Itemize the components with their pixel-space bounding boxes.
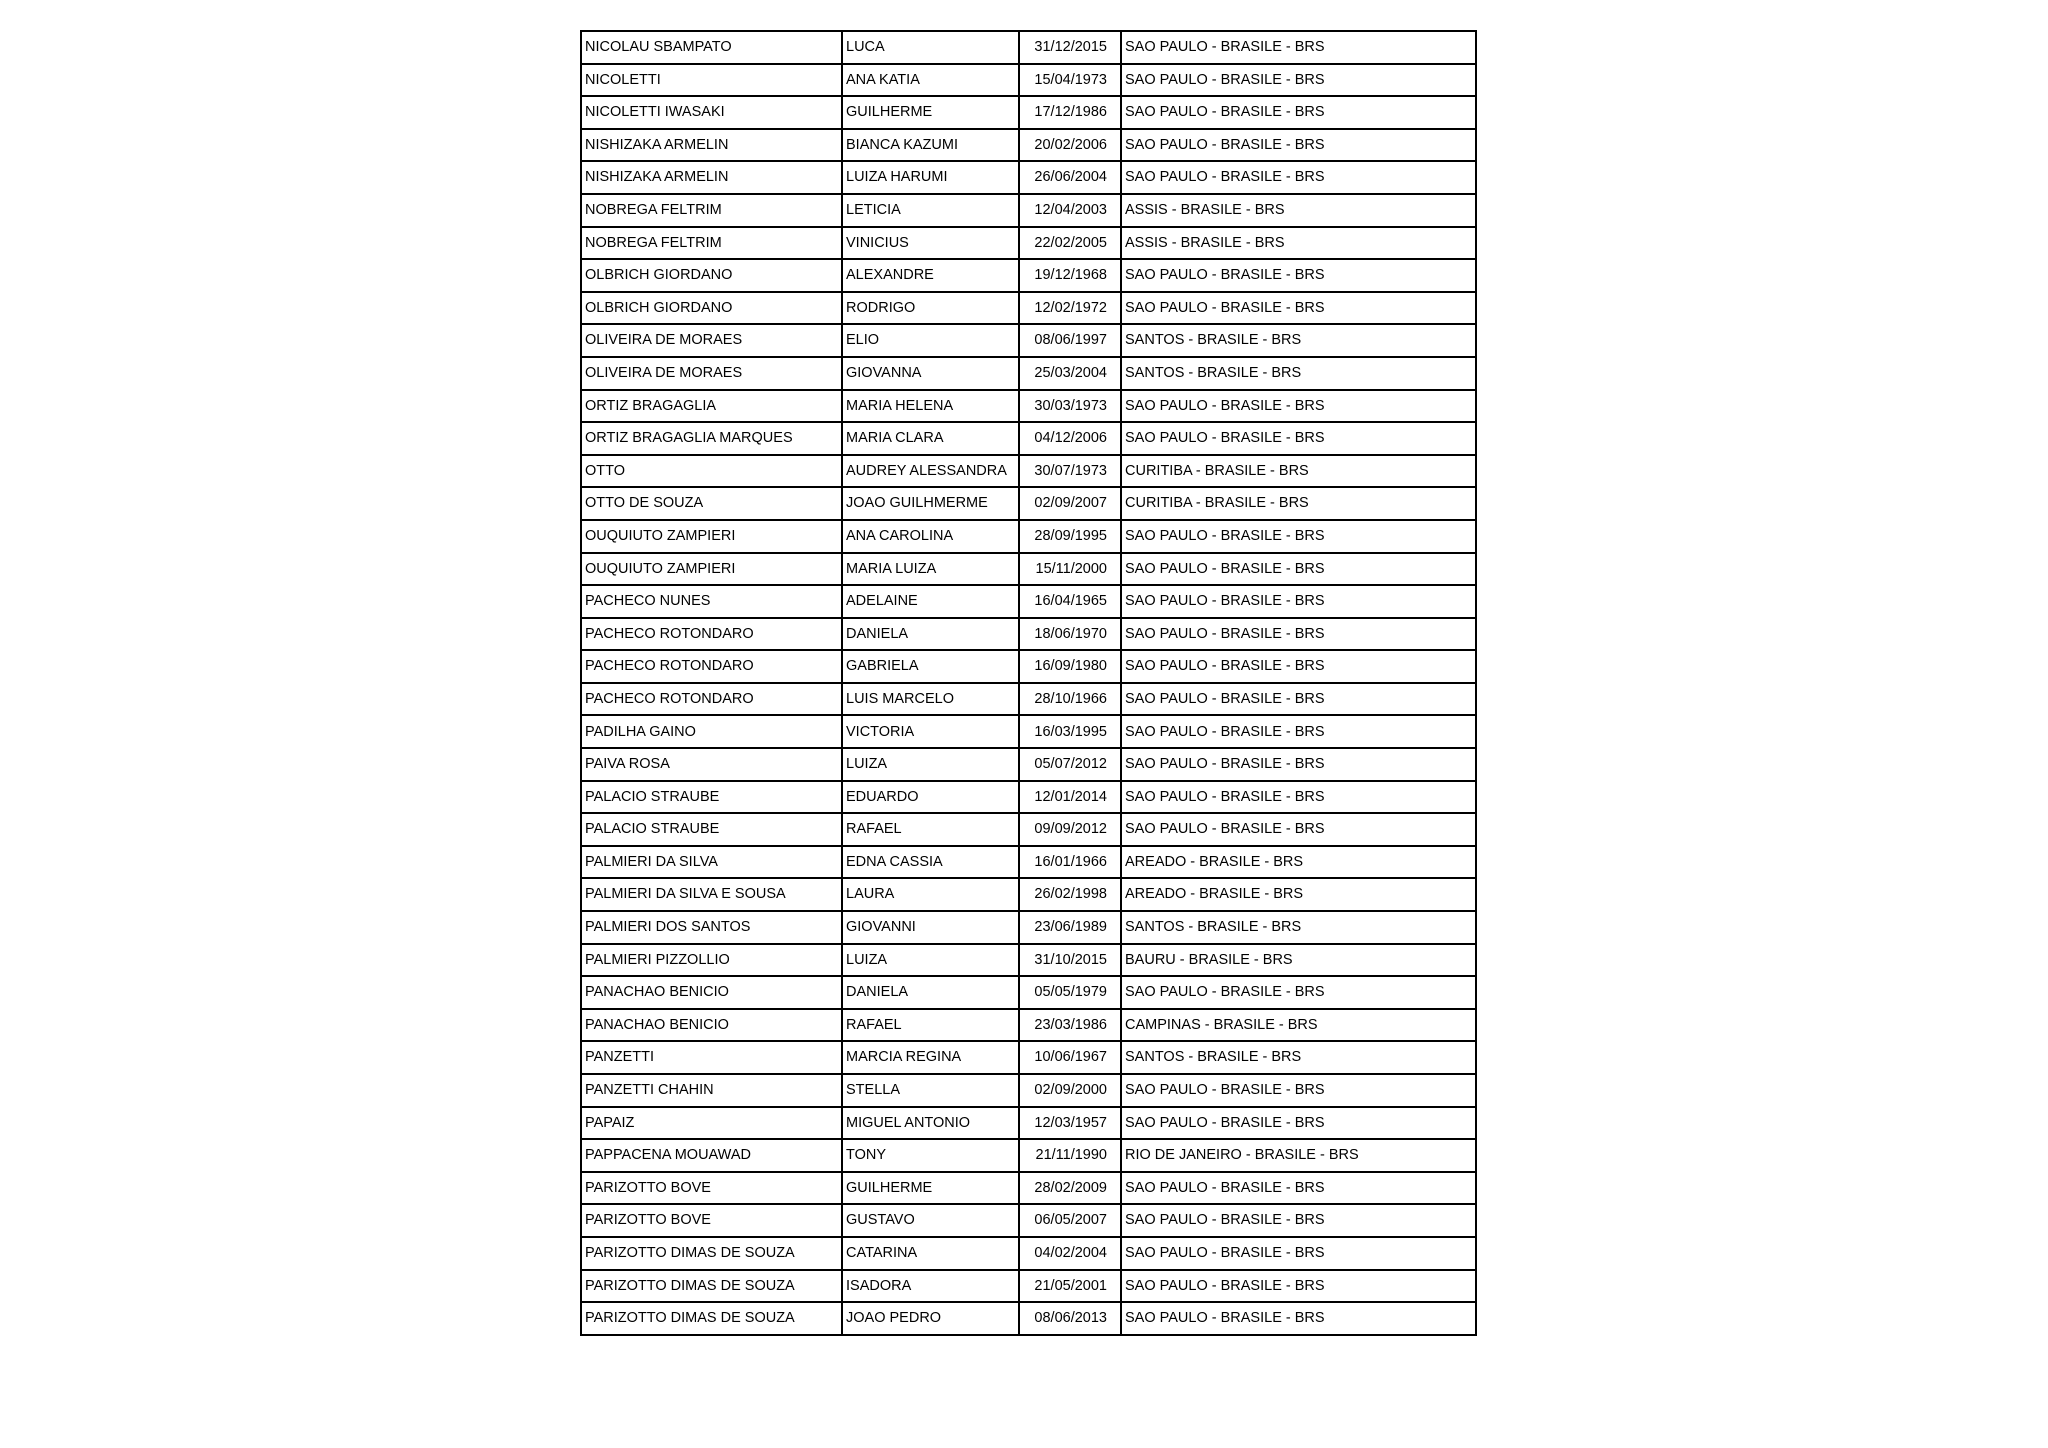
table-row <box>581 96 1476 129</box>
table-row <box>581 390 1476 423</box>
surname-cell: PARIZOTTO DIMAS DE SOUZA <box>581 1302 842 1335</box>
table-row <box>581 487 1476 520</box>
table-row <box>581 31 1476 64</box>
table-row <box>581 846 1476 879</box>
records-table <box>580 30 1477 1336</box>
table-row <box>581 259 1476 292</box>
given-name-cell: GUILHERME <box>842 96 1019 129</box>
given-name-cell: LUIS MARCELO <box>842 683 1019 716</box>
given-name-cell: CATARINA <box>842 1237 1019 1270</box>
surname-cell: PACHECO ROTONDARO <box>581 683 842 716</box>
table-row <box>581 357 1476 390</box>
birth-place-cell: SAO PAULO - BRASILE - BRS <box>1121 1204 1476 1237</box>
table-row <box>581 813 1476 846</box>
surname-cell: PALMIERI DA SILVA E SOUSA <box>581 878 842 911</box>
surname-cell: OLBRICH GIORDANO <box>581 259 842 292</box>
surname-cell: OLBRICH GIORDANO <box>581 292 842 325</box>
birth-place-cell: SAO PAULO - BRASILE - BRS <box>1121 813 1476 846</box>
surname-cell: PANACHAO BENICIO <box>581 976 842 1009</box>
birth-date-cell: 16/09/1980 <box>1019 650 1121 683</box>
birth-date-cell: 22/02/2005 <box>1019 227 1121 260</box>
birth-place-cell: SAO PAULO - BRASILE - BRS <box>1121 96 1476 129</box>
given-name-cell: EDUARDO <box>842 781 1019 814</box>
surname-cell: OUQUIUTO ZAMPIERI <box>581 553 842 586</box>
surname-cell: PARIZOTTO BOVE <box>581 1204 842 1237</box>
surname-cell: NICOLETTI <box>581 64 842 97</box>
records-table-body <box>581 31 1476 1335</box>
birth-date-cell: 18/06/1970 <box>1019 618 1121 651</box>
birth-date-cell: 31/12/2015 <box>1019 31 1121 64</box>
given-name-cell: GUILHERME <box>842 1172 1019 1205</box>
birth-date-cell: 20/02/2006 <box>1019 129 1121 162</box>
birth-place-cell: SAO PAULO - BRASILE - BRS <box>1121 1237 1476 1270</box>
table-row <box>581 1139 1476 1172</box>
given-name-cell: GABRIELA <box>842 650 1019 683</box>
given-name-cell: ANA KATIA <box>842 64 1019 97</box>
surname-cell: OLIVEIRA DE MORAES <box>581 324 842 357</box>
surname-cell: PACHECO ROTONDARO <box>581 650 842 683</box>
birth-place-cell: CURITIBA - BRASILE - BRS <box>1121 455 1476 488</box>
birth-date-cell: 16/04/1965 <box>1019 585 1121 618</box>
given-name-cell: STELLA <box>842 1074 1019 1107</box>
birth-place-cell: RIO DE JANEIRO - BRASILE - BRS <box>1121 1139 1476 1172</box>
birth-place-cell: CAMPINAS - BRASILE - BRS <box>1121 1009 1476 1042</box>
birth-date-cell: 08/06/2013 <box>1019 1302 1121 1335</box>
surname-cell: OLIVEIRA DE MORAES <box>581 357 842 390</box>
birth-date-cell: 31/10/2015 <box>1019 944 1121 977</box>
given-name-cell: LUIZA <box>842 748 1019 781</box>
table-row <box>581 1009 1476 1042</box>
table-row <box>581 520 1476 553</box>
birth-date-cell: 02/09/2007 <box>1019 487 1121 520</box>
birth-date-cell: 30/07/1973 <box>1019 455 1121 488</box>
surname-cell: PADILHA GAINO <box>581 715 842 748</box>
surname-cell: PANZETTI <box>581 1041 842 1074</box>
surname-cell: OUQUIUTO ZAMPIERI <box>581 520 842 553</box>
given-name-cell: MARIA LUIZA <box>842 553 1019 586</box>
birth-place-cell: SAO PAULO - BRASILE - BRS <box>1121 292 1476 325</box>
given-name-cell: DANIELA <box>842 976 1019 1009</box>
birth-date-cell: 05/05/1979 <box>1019 976 1121 1009</box>
surname-cell: PARIZOTTO DIMAS DE SOUZA <box>581 1270 842 1303</box>
birth-date-cell: 10/06/1967 <box>1019 1041 1121 1074</box>
given-name-cell: MIGUEL ANTONIO <box>842 1107 1019 1140</box>
birth-place-cell: SAO PAULO - BRASILE - BRS <box>1121 553 1476 586</box>
birth-place-cell: SAO PAULO - BRASILE - BRS <box>1121 1074 1476 1107</box>
birth-place-cell: SANTOS - BRASILE - BRS <box>1121 357 1476 390</box>
given-name-cell: ADELAINE <box>842 585 1019 618</box>
given-name-cell: MARIA HELENA <box>842 390 1019 423</box>
birth-place-cell: ASSIS - BRASILE - BRS <box>1121 227 1476 260</box>
surname-cell: PANACHAO BENICIO <box>581 1009 842 1042</box>
birth-date-cell: 12/04/2003 <box>1019 194 1121 227</box>
table-row <box>581 324 1476 357</box>
birth-date-cell: 12/01/2014 <box>1019 781 1121 814</box>
table-row <box>581 1270 1476 1303</box>
surname-cell: NISHIZAKA ARMELIN <box>581 161 842 194</box>
birth-date-cell: 04/12/2006 <box>1019 422 1121 455</box>
birth-place-cell: SAO PAULO - BRASILE - BRS <box>1121 748 1476 781</box>
birth-place-cell: CURITIBA - BRASILE - BRS <box>1121 487 1476 520</box>
given-name-cell: DANIELA <box>842 618 1019 651</box>
birth-date-cell: 05/07/2012 <box>1019 748 1121 781</box>
table-row <box>581 194 1476 227</box>
given-name-cell: VICTORIA <box>842 715 1019 748</box>
table-row <box>581 161 1476 194</box>
birth-date-cell: 06/05/2007 <box>1019 1204 1121 1237</box>
given-name-cell: EDNA CASSIA <box>842 846 1019 879</box>
birth-place-cell: SAO PAULO - BRASILE - BRS <box>1121 585 1476 618</box>
birth-place-cell: SAO PAULO - BRASILE - BRS <box>1121 1302 1476 1335</box>
surname-cell: NICOLETTI IWASAKI <box>581 96 842 129</box>
given-name-cell: JOAO GUILHMERME <box>842 487 1019 520</box>
birth-date-cell: 12/03/1957 <box>1019 1107 1121 1140</box>
birth-place-cell: SANTOS - BRASILE - BRS <box>1121 911 1476 944</box>
surname-cell: PALACIO STRAUBE <box>581 813 842 846</box>
birth-date-cell: 09/09/2012 <box>1019 813 1121 846</box>
table-row <box>581 944 1476 977</box>
surname-cell: PACHECO ROTONDARO <box>581 618 842 651</box>
table-row <box>581 1237 1476 1270</box>
table-row <box>581 292 1476 325</box>
table-row <box>581 1302 1476 1335</box>
table-row <box>581 618 1476 651</box>
given-name-cell: ALEXANDRE <box>842 259 1019 292</box>
birth-place-cell: SAO PAULO - BRASILE - BRS <box>1121 422 1476 455</box>
surname-cell: PANZETTI CHAHIN <box>581 1074 842 1107</box>
table-row <box>581 650 1476 683</box>
birth-place-cell: SAO PAULO - BRASILE - BRS <box>1121 31 1476 64</box>
surname-cell: PAPPACENA MOUAWAD <box>581 1139 842 1172</box>
birth-date-cell: 28/09/1995 <box>1019 520 1121 553</box>
surname-cell: NOBREGA FELTRIM <box>581 194 842 227</box>
surname-cell: ORTIZ BRAGAGLIA <box>581 390 842 423</box>
birth-place-cell: ASSIS - BRASILE - BRS <box>1121 194 1476 227</box>
table-row <box>581 715 1476 748</box>
given-name-cell: MARIA CLARA <box>842 422 1019 455</box>
birth-place-cell: BAURU - BRASILE - BRS <box>1121 944 1476 977</box>
surname-cell: PAIVA ROSA <box>581 748 842 781</box>
table-row <box>581 129 1476 162</box>
birth-date-cell: 16/03/1995 <box>1019 715 1121 748</box>
table-row <box>581 64 1476 97</box>
table-row <box>581 976 1476 1009</box>
surname-cell: PARIZOTTO DIMAS DE SOUZA <box>581 1237 842 1270</box>
table-row <box>581 781 1476 814</box>
table-row <box>581 455 1476 488</box>
birth-place-cell: SAO PAULO - BRASILE - BRS <box>1121 781 1476 814</box>
table-row <box>581 1107 1476 1140</box>
birth-date-cell: 02/09/2000 <box>1019 1074 1121 1107</box>
birth-place-cell: SAO PAULO - BRASILE - BRS <box>1121 259 1476 292</box>
birth-date-cell: 08/06/1997 <box>1019 324 1121 357</box>
given-name-cell: BIANCA KAZUMI <box>842 129 1019 162</box>
table-row <box>581 553 1476 586</box>
given-name-cell: RAFAEL <box>842 813 1019 846</box>
birth-place-cell: SANTOS - BRASILE - BRS <box>1121 324 1476 357</box>
table-row <box>581 227 1476 260</box>
birth-date-cell: 19/12/1968 <box>1019 259 1121 292</box>
surname-cell: NOBREGA FELTRIM <box>581 227 842 260</box>
surname-cell: OTTO <box>581 455 842 488</box>
given-name-cell: VINICIUS <box>842 227 1019 260</box>
birth-place-cell: SAO PAULO - BRASILE - BRS <box>1121 650 1476 683</box>
birth-place-cell: SAO PAULO - BRASILE - BRS <box>1121 618 1476 651</box>
given-name-cell: JOAO PEDRO <box>842 1302 1019 1335</box>
given-name-cell: ELIO <box>842 324 1019 357</box>
birth-place-cell: SAO PAULO - BRASILE - BRS <box>1121 976 1476 1009</box>
surname-cell: PALMIERI DA SILVA <box>581 846 842 879</box>
birth-place-cell: SAO PAULO - BRASILE - BRS <box>1121 1172 1476 1205</box>
given-name-cell: LETICIA <box>842 194 1019 227</box>
given-name-cell: LAURA <box>842 878 1019 911</box>
birth-date-cell: 23/06/1989 <box>1019 911 1121 944</box>
birth-place-cell: SANTOS - BRASILE - BRS <box>1121 1041 1476 1074</box>
table-row <box>581 878 1476 911</box>
surname-cell: NICOLAU SBAMPATO <box>581 31 842 64</box>
birth-date-cell: 30/03/1973 <box>1019 390 1121 423</box>
table-row <box>581 748 1476 781</box>
birth-place-cell: SAO PAULO - BRASILE - BRS <box>1121 683 1476 716</box>
surname-cell: PALMIERI PIZZOLLIO <box>581 944 842 977</box>
table-row <box>581 683 1476 716</box>
surname-cell: NISHIZAKA ARMELIN <box>581 129 842 162</box>
birth-date-cell: 21/05/2001 <box>1019 1270 1121 1303</box>
birth-date-cell: 25/03/2004 <box>1019 357 1121 390</box>
given-name-cell: TONY <box>842 1139 1019 1172</box>
given-name-cell: RAFAEL <box>842 1009 1019 1042</box>
birth-date-cell: 17/12/1986 <box>1019 96 1121 129</box>
birth-date-cell: 28/10/1966 <box>1019 683 1121 716</box>
given-name-cell: ISADORA <box>842 1270 1019 1303</box>
surname-cell: ORTIZ BRAGAGLIA MARQUES <box>581 422 842 455</box>
table-row <box>581 585 1476 618</box>
surname-cell: PALMIERI DOS SANTOS <box>581 911 842 944</box>
birth-date-cell: 04/02/2004 <box>1019 1237 1121 1270</box>
birth-date-cell: 15/11/2000 <box>1019 553 1121 586</box>
surname-cell: PALACIO STRAUBE <box>581 781 842 814</box>
surname-cell: OTTO DE SOUZA <box>581 487 842 520</box>
given-name-cell: MARCIA REGINA <box>842 1041 1019 1074</box>
birth-place-cell: AREADO - BRASILE - BRS <box>1121 846 1476 879</box>
birth-place-cell: SAO PAULO - BRASILE - BRS <box>1121 1107 1476 1140</box>
birth-place-cell: SAO PAULO - BRASILE - BRS <box>1121 390 1476 423</box>
given-name-cell: GUSTAVO <box>842 1204 1019 1237</box>
birth-place-cell: SAO PAULO - BRASILE - BRS <box>1121 520 1476 553</box>
table-row <box>581 1041 1476 1074</box>
birth-date-cell: 23/03/1986 <box>1019 1009 1121 1042</box>
table-row <box>581 911 1476 944</box>
birth-place-cell: SAO PAULO - BRASILE - BRS <box>1121 129 1476 162</box>
birth-date-cell: 26/02/1998 <box>1019 878 1121 911</box>
given-name-cell: AUDREY ALESSANDRA <box>842 455 1019 488</box>
birth-place-cell: SAO PAULO - BRASILE - BRS <box>1121 64 1476 97</box>
given-name-cell: RODRIGO <box>842 292 1019 325</box>
given-name-cell: GIOVANNI <box>842 911 1019 944</box>
table-row <box>581 422 1476 455</box>
given-name-cell: LUCA <box>842 31 1019 64</box>
birth-date-cell: 21/11/1990 <box>1019 1139 1121 1172</box>
birth-place-cell: SAO PAULO - BRASILE - BRS <box>1121 715 1476 748</box>
given-name-cell: ANA CAROLINA <box>842 520 1019 553</box>
table-row <box>581 1074 1476 1107</box>
given-name-cell: GIOVANNA <box>842 357 1019 390</box>
surname-cell: PAPAIZ <box>581 1107 842 1140</box>
birth-place-cell: SAO PAULO - BRASILE - BRS <box>1121 161 1476 194</box>
birth-place-cell: SAO PAULO - BRASILE - BRS <box>1121 1270 1476 1303</box>
surname-cell: PACHECO NUNES <box>581 585 842 618</box>
given-name-cell: LUIZA HARUMI <box>842 161 1019 194</box>
given-name-cell: LUIZA <box>842 944 1019 977</box>
table-row <box>581 1204 1476 1237</box>
table-row <box>581 1172 1476 1205</box>
birth-date-cell: 15/04/1973 <box>1019 64 1121 97</box>
birth-date-cell: 16/01/1966 <box>1019 846 1121 879</box>
surname-cell: PARIZOTTO BOVE <box>581 1172 842 1205</box>
birth-date-cell: 12/02/1972 <box>1019 292 1121 325</box>
birth-place-cell: AREADO - BRASILE - BRS <box>1121 878 1476 911</box>
birth-date-cell: 28/02/2009 <box>1019 1172 1121 1205</box>
birth-date-cell: 26/06/2004 <box>1019 161 1121 194</box>
